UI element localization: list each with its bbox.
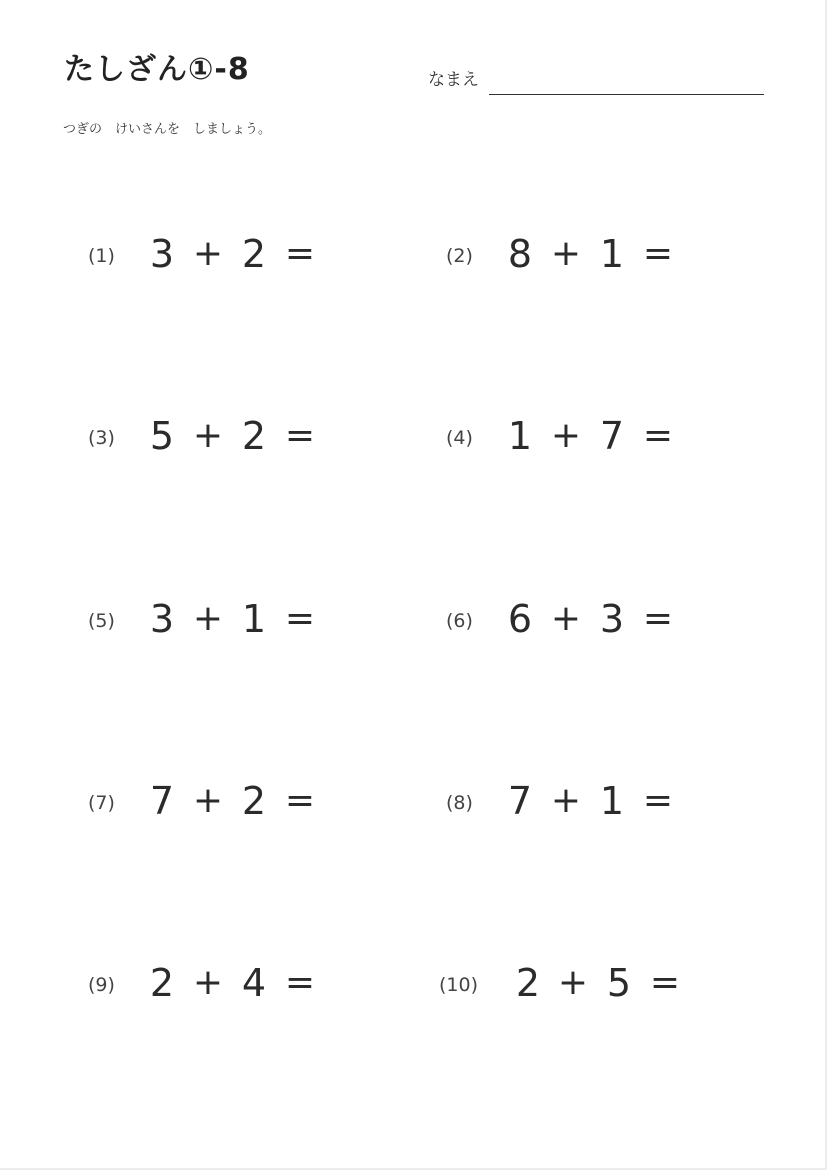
problem-number: (6): [446, 610, 473, 632]
second-operand: 7: [599, 414, 625, 458]
second-operand: 2: [241, 414, 267, 458]
equals-sign: =: [284, 233, 316, 274]
problem-4: [446, 412, 706, 462]
equals-sign: =: [642, 598, 674, 639]
problem-number: (7): [88, 792, 115, 814]
plus-sign: +: [550, 598, 582, 639]
second-operand: 1: [241, 597, 267, 641]
problem-number: (8): [446, 792, 473, 814]
problem-number: (4): [446, 427, 473, 449]
equals-sign: =: [649, 962, 681, 1003]
worksheet-title: たしざん①-8: [64, 52, 250, 87]
first-operand: 7: [507, 779, 533, 823]
problem-7: [88, 777, 348, 827]
equals-sign: =: [284, 962, 316, 1003]
problem-number: (3): [88, 427, 115, 449]
plus-sign: +: [550, 415, 582, 456]
second-operand: 4: [241, 961, 267, 1005]
plus-sign: +: [192, 598, 224, 639]
second-operand: 1: [599, 779, 625, 823]
problem-2: [446, 230, 706, 280]
first-operand: 3: [149, 232, 175, 276]
problem-9: [88, 959, 348, 1009]
instruction-text: つぎの けいさんを しましょう。: [63, 122, 272, 137]
second-operand: 3: [599, 597, 625, 641]
first-operand: 8: [507, 232, 533, 276]
name-write-line[interactable]: [489, 94, 764, 95]
first-operand: 2: [515, 961, 541, 1005]
equals-sign: =: [642, 780, 674, 821]
plus-sign: +: [192, 962, 224, 1003]
problem-1: [88, 230, 348, 280]
plus-sign: +: [550, 233, 582, 274]
problem-number: (9): [88, 974, 115, 996]
first-operand: 5: [149, 414, 175, 458]
second-operand: 1: [599, 232, 625, 276]
problem-8: [446, 777, 706, 827]
equals-sign: =: [642, 415, 674, 456]
equals-sign: =: [284, 780, 316, 821]
first-operand: 1: [507, 414, 533, 458]
second-operand: 5: [606, 961, 632, 1005]
name-label: なまえ: [428, 70, 479, 90]
plus-sign: +: [192, 415, 224, 456]
problem-10: [439, 959, 709, 1009]
equals-sign: =: [642, 233, 674, 274]
first-operand: 7: [149, 779, 175, 823]
plus-sign: +: [192, 233, 224, 274]
equals-sign: =: [284, 415, 316, 456]
plus-sign: +: [557, 962, 589, 1003]
equals-sign: =: [284, 598, 316, 639]
first-operand: 2: [149, 961, 175, 1005]
problem-number: (1): [88, 245, 115, 267]
plus-sign: +: [192, 780, 224, 821]
first-operand: 3: [149, 597, 175, 641]
plus-sign: +: [550, 780, 582, 821]
problem-number: (5): [88, 610, 115, 632]
problem-number: (10): [439, 974, 479, 996]
first-operand: 6: [507, 597, 533, 641]
problem-3: [88, 412, 348, 462]
second-operand: 2: [241, 232, 267, 276]
problem-number: (2): [446, 245, 473, 267]
second-operand: 2: [241, 779, 267, 823]
problem-5: [88, 595, 348, 645]
problem-6: [446, 595, 706, 645]
